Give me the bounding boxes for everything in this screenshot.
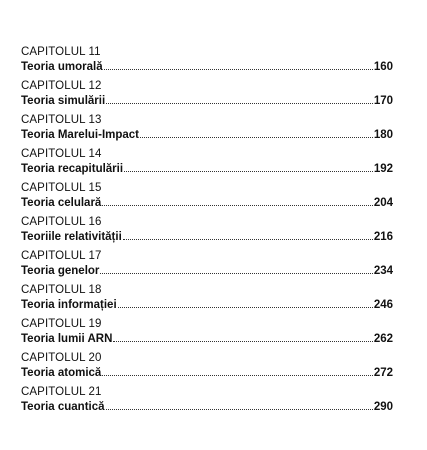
toc-entry-21[interactable]	[21, 386, 393, 420]
toc-entry-16[interactable]	[21, 216, 393, 250]
toc-entry-15[interactable]	[21, 182, 393, 216]
chapter-number: CAPITOLUL 18	[21, 284, 102, 296]
chapter-number: CAPITOLUL 11	[21, 46, 101, 58]
dot-leader	[123, 239, 373, 240]
page-number: 180	[373, 129, 393, 141]
dot-leader	[104, 69, 373, 70]
page-number: 204	[373, 197, 393, 209]
chapter-title: Teoria celulară	[21, 197, 102, 209]
toc-entry-12[interactable]	[21, 80, 393, 114]
page-number: 246	[373, 299, 393, 311]
chapter-title: Teoria atomică	[21, 367, 102, 379]
page-number: 160	[373, 61, 393, 73]
chapter-number: CAPITOLUL 21	[21, 386, 102, 398]
chapter-line	[21, 162, 393, 177]
dot-leader	[124, 171, 373, 172]
page-number: 170	[373, 95, 393, 107]
chapter-line	[21, 264, 393, 279]
page-number: 192	[373, 163, 393, 175]
chapter-line	[21, 366, 393, 381]
chapter-title: Teoria informației	[21, 299, 117, 311]
chapter-number: CAPITOLUL 20	[21, 352, 102, 364]
chapter-title: Teoria simulării	[21, 95, 106, 107]
chapter-number: CAPITOLUL 17	[21, 250, 102, 262]
chapter-number: CAPITOLUL 16	[21, 216, 102, 228]
chapter-number: CAPITOLUL 12	[21, 80, 102, 92]
toc-entry-19[interactable]	[21, 318, 393, 352]
toc-entry-13[interactable]	[21, 114, 393, 148]
page-number: 216	[373, 231, 393, 243]
dot-leader	[118, 307, 373, 308]
chapter-line	[21, 196, 393, 211]
chapter-title: Teoria umorală	[21, 61, 103, 73]
chapter-line	[21, 60, 393, 75]
chapter-number: CAPITOLUL 19	[21, 318, 102, 330]
table-of-contents	[21, 46, 393, 420]
page-number: 272	[373, 367, 393, 379]
dot-leader	[106, 409, 373, 410]
chapter-number: CAPITOLUL 15	[21, 182, 102, 194]
chapter-line	[21, 400, 393, 415]
toc-entry-18[interactable]	[21, 284, 393, 318]
dot-leader	[106, 103, 373, 104]
dot-leader	[140, 137, 373, 138]
toc-entry-14[interactable]	[21, 148, 393, 182]
page-number: 290	[373, 401, 393, 413]
chapter-title: Teoria Marelui-Impact	[21, 129, 140, 141]
chapter-number: CAPITOLUL 13	[21, 114, 102, 126]
chapter-title: Teoriile relativității	[21, 231, 122, 243]
page-number: 234	[373, 265, 393, 277]
chapter-line	[21, 94, 393, 109]
page-number: 262	[373, 333, 393, 345]
chapter-title: Teoria lumii ARN	[21, 333, 113, 345]
dot-leader	[102, 375, 372, 376]
toc-entry-17[interactable]	[21, 250, 393, 284]
chapter-line	[21, 298, 393, 313]
dot-leader	[113, 341, 372, 342]
chapter-line	[21, 332, 393, 347]
chapter-number: CAPITOLUL 14	[21, 148, 102, 160]
toc-entry-20[interactable]	[21, 352, 393, 386]
dot-leader	[100, 273, 372, 274]
chapter-line	[21, 230, 393, 245]
dot-leader	[102, 205, 372, 206]
chapter-title: Teoria genelor	[21, 265, 100, 277]
toc-entry-11[interactable]	[21, 46, 393, 80]
chapter-title: Teoria cuantică	[21, 401, 105, 413]
chapter-line	[21, 128, 393, 143]
chapter-title: Teoria recapitulării	[21, 163, 124, 175]
